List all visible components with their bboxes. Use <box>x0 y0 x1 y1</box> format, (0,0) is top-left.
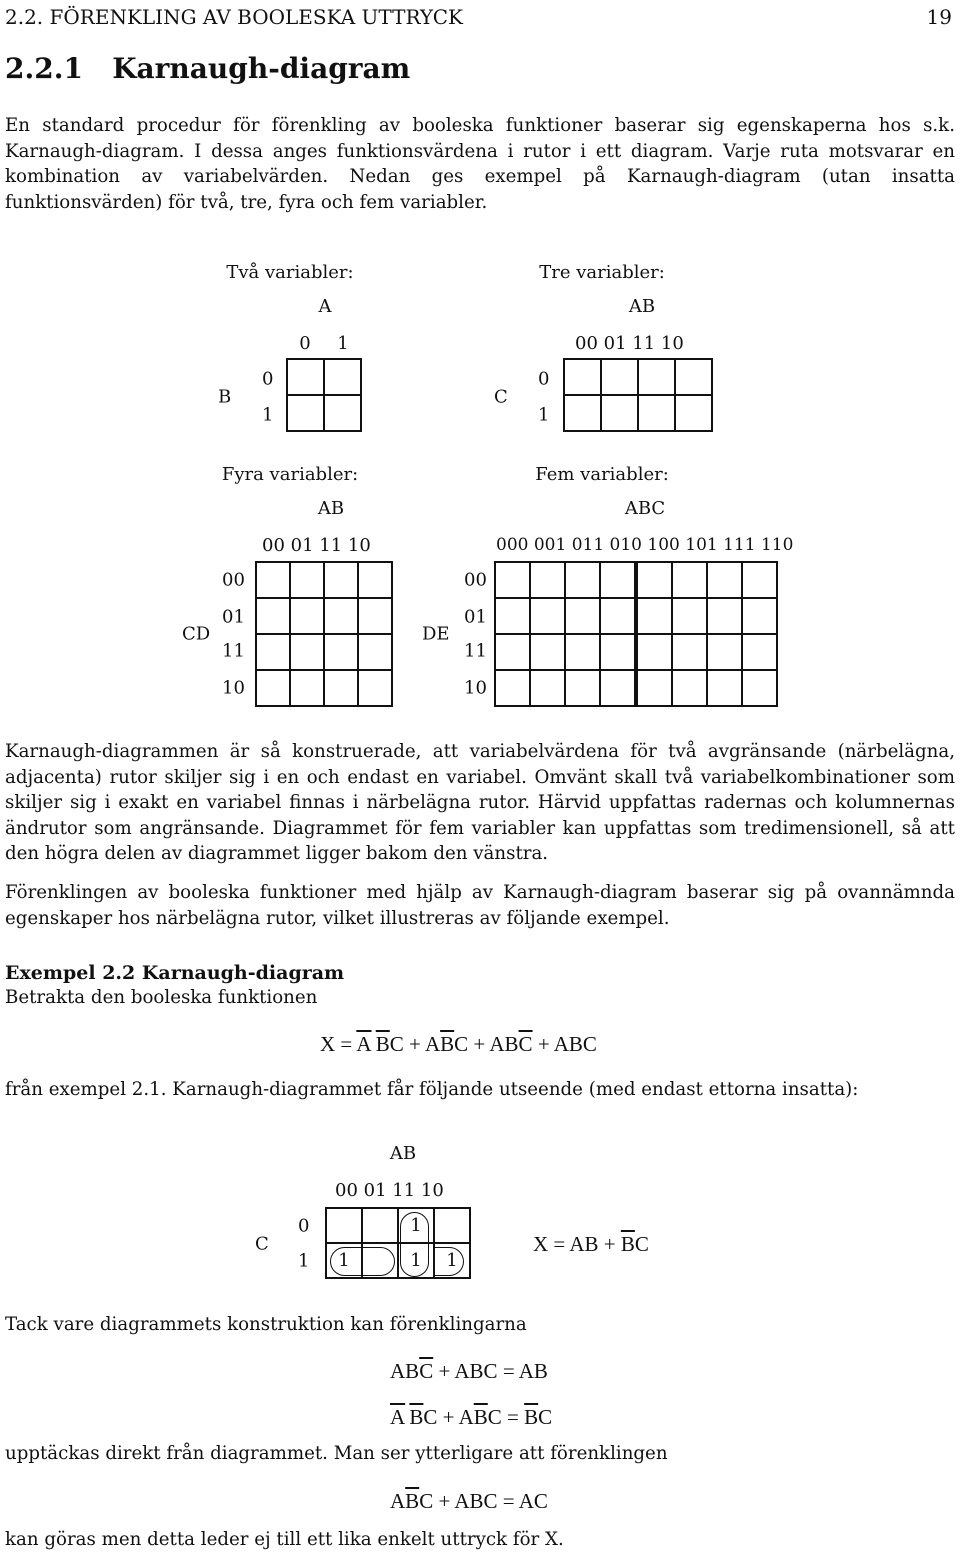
four-var-row-10: 10 <box>222 677 245 699</box>
two-var-col-var: A <box>318 296 332 317</box>
five-var-kmap <box>494 561 778 707</box>
equation-simplification-2: $\overline{A}$ $\overline{B}C + A\overline{B}C = \overline{B}C$ <box>390 1405 553 1429</box>
example-title: Exempel 2.2 Karnaugh-diagram <box>5 962 345 984</box>
five-var-row-var: DE <box>422 623 450 645</box>
five-var-row-01: 01 <box>464 606 487 628</box>
equation-simplification-1: $AB\overline{C}$ + ABC = AB <box>390 1359 548 1383</box>
result-equation: X = AB + $\overline{B}C$ <box>533 1232 649 1256</box>
two-var-row-var: B <box>218 386 232 408</box>
kmap-cell: 1 <box>434 1243 470 1278</box>
example-kmap-row-var: C <box>255 1233 269 1255</box>
example-kmap-col-var: AB <box>389 1143 417 1164</box>
four-var-title: Fyra variabler: <box>221 464 359 485</box>
kmap-cell <box>434 1208 470 1243</box>
example-intro: Betrakta den booleska funktionen <box>5 987 318 1008</box>
kmap-cell <box>362 1208 398 1243</box>
five-var-title: Fem variabler: <box>535 464 669 485</box>
four-var-row-11: 11 <box>222 640 245 662</box>
four-var-row-00: 00 <box>222 569 245 591</box>
grouping-loop-ab <box>400 1212 429 1277</box>
grouping-loop-bc <box>330 1247 395 1276</box>
four-var-row-01: 01 <box>222 606 245 628</box>
three-var-row-0: 0 <box>538 368 550 390</box>
three-var-title: Tre variabler: <box>539 262 665 283</box>
three-var-col-labels: 00 01 11 10 <box>575 333 684 354</box>
kmap-cell: 1 <box>326 1243 362 1278</box>
five-var-row-00: 00 <box>464 569 487 591</box>
two-var-col-1: 1 <box>337 333 349 354</box>
two-var-row-1: 1 <box>262 404 274 426</box>
example-kmap-row-0: 0 <box>298 1215 310 1237</box>
section-title-text: Karnaugh-diagram <box>112 52 411 85</box>
section-number: 2.2.1 <box>5 52 83 85</box>
example-after-text: från exempel 2.1. Karnaugh-diagrammet får följande utseende (med endast ettorna insatta): <box>5 1079 859 1100</box>
five-var-row-10: 10 <box>464 677 487 699</box>
three-var-row-1: 1 <box>538 404 550 426</box>
equation-simplification-3: $A\overline{B}C$ + ABC = AC <box>390 1489 548 1513</box>
kmap-cell: 1 <box>398 1208 434 1243</box>
simplification-paragraph: Förenklingen av booleska funktioner med hjälp av Karnaugh-diagram baserar sig på ovannämnda egenskaper hos närbelägna rutor, vilket illustreras av följande exempel. <box>5 882 955 929</box>
example-kmap-row-1: 1 <box>298 1250 310 1272</box>
five-var-col-labels: 000 001 011 010 100 101 111 110 <box>496 535 794 555</box>
four-var-col-labels: 00 01 11 10 <box>262 535 371 556</box>
two-var-title: Två variabler: <box>226 262 354 283</box>
intro-paragraph: En standard procedur för förenkling av booleska funktioner baserar sig egenskaperna hos s.k. Karnaugh-diagram. I dessa anges funktionsvärdena i rutor i ett diagram. Varje ruta motsvarar en kombination av variabelvärden. Nedan ges exempel på Karnaugh-diagram (utan insatta funktionsvärden) för två, tre, fyra och fem variabler. <box>5 115 955 213</box>
two-var-row-0: 0 <box>262 368 274 390</box>
three-var-kmap <box>563 358 713 432</box>
equation-x-full: $X = \overline{A}$ $\overline{B}C + A\overline{B}C + AB\overline{C}$ + ABC <box>320 1032 597 1056</box>
two-var-col-0: 0 <box>299 333 311 354</box>
section-title <box>5 52 410 85</box>
four-var-row-var: CD <box>182 623 211 645</box>
detect-text: upptäckas direkt från diagrammet. Man ser ytterligare att förenklingen <box>5 1443 668 1464</box>
final-text: kan göras men detta leder ej till ett lika enkelt uttryck för X. <box>5 1529 564 1550</box>
three-var-col-var: AB <box>628 296 656 317</box>
two-var-kmap <box>286 358 362 432</box>
running-header: 2.2. FÖRENKLING AV BOOLESKA UTTRYCK <box>5 5 463 29</box>
adjacency-paragraph: Karnaugh-diagrammen är så konstruerade, att variabelvärdena för två avgränsande (närbelägna, adjacenta) rutor skiljer sig i en och endast en variabel. Omvänt skall två variabelkombinationer som skiljer sig i exakt en variabel finnas i närbelägna rutor. Härvid uppfattas radernas och kolumnernas ändrutor som angränsande. Diagrammet för fem variabler kan uppfattas som tredimensionell, så att den högra delen av diagrammet ligger bakom den vänstra. <box>5 741 955 865</box>
kmap-cell: 1 <box>398 1243 434 1278</box>
grouping-loop-bc-wrap <box>433 1247 464 1276</box>
five-var-col-var: ABC <box>624 498 666 519</box>
example-kmap-col-labels: 00 01 11 10 <box>335 1180 444 1201</box>
four-var-kmap <box>255 561 393 707</box>
kmap-cell <box>326 1208 362 1243</box>
page-number: 19 <box>926 5 952 29</box>
five-var-row-11: 11 <box>464 640 487 662</box>
tack-text: Tack vare diagrammets konstruktion kan förenklingarna <box>5 1314 527 1335</box>
four-var-col-var: AB <box>317 498 345 519</box>
three-var-row-var: C <box>494 386 508 408</box>
